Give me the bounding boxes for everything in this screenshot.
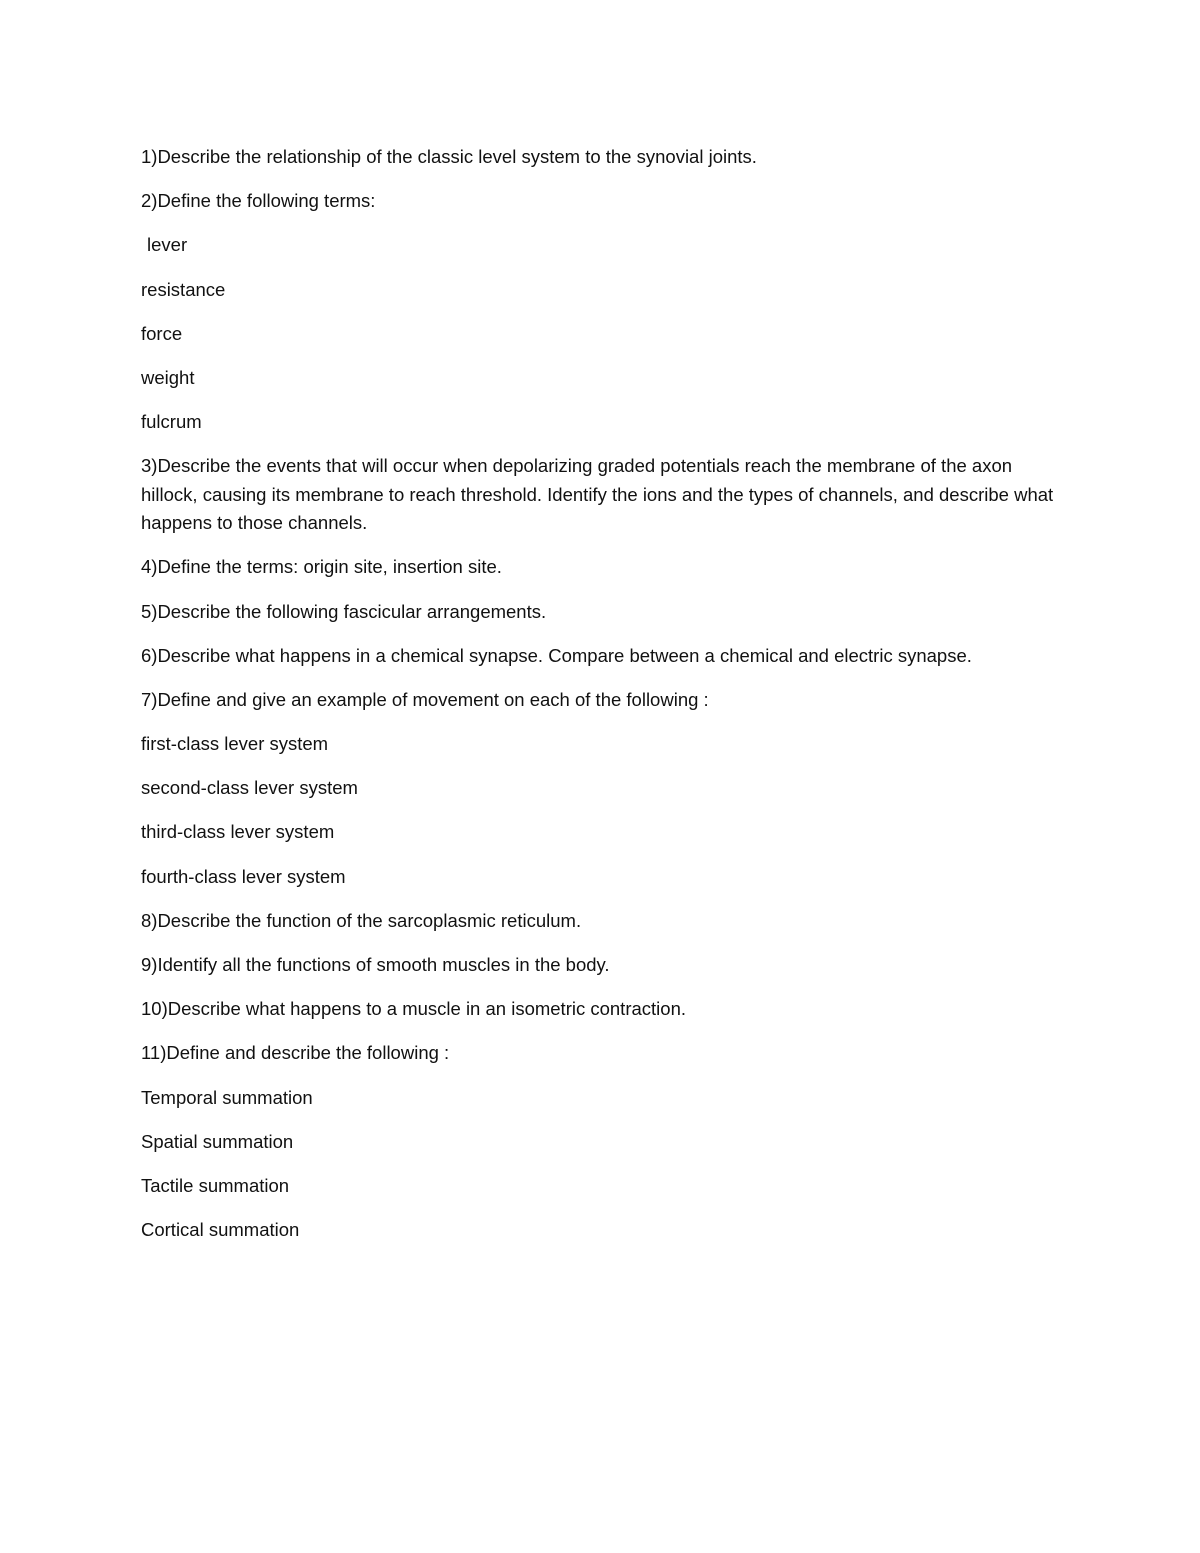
term-lever: lever [147,234,188,256]
question-9: 9)Identify all the functions of smooth muscles in the body. [141,954,610,975]
term-cortical-summation: Cortical summation [141,1219,300,1241]
term-fourth-class-lever: fourth-class lever system [141,865,346,887]
question-5: 5)Describe the following fascicular arrangements. [141,600,547,622]
term-first-class-lever: first-class lever system [141,733,329,755]
term-resistance: resistance [141,278,226,300]
term-weight: weight [141,366,195,388]
term-third-class-lever: third-class lever system [141,821,335,843]
question-7: 7)Define and give an example of movement on each of the following : [141,688,709,710]
question-1: 1)Describe the relationship of the classic level system to the synovial joints. [141,146,757,167]
question-4: 4)Define the terms: origin site, insertion site. [141,556,502,578]
term-second-class-lever: second-class lever system [141,777,358,799]
question-3: 3)Describe the events that will occur when depolarizing graded potentials reach the membrane of the axon hillock, causing its membrane to reach threshold. Identify the ions and the types of channels, and describe what happens to those channels. [141,455,1054,534]
question-list [141,143,1071,1260]
term-fulcrum: fulcrum [141,411,202,433]
term-tactile-summation: Tactile summation [141,1174,290,1196]
question-10: 10)Describe what happens to a muscle in an isometric contraction. [141,998,686,1020]
question-11: 11)Define and describe the following : [141,1042,450,1064]
question-8: 8)Describe the function of the sarcoplasmic reticulum. [141,909,582,931]
term-spatial-summation: Spatial summation [141,1130,294,1152]
question-6: 6)Describe what happens in a chemical synapse. Compare between a chemical and electric synapse. [141,644,972,666]
term-temporal-summation: Temporal summation [141,1086,313,1108]
question-2: 2)Define the following terms: [141,190,376,212]
term-force: force [141,322,183,344]
